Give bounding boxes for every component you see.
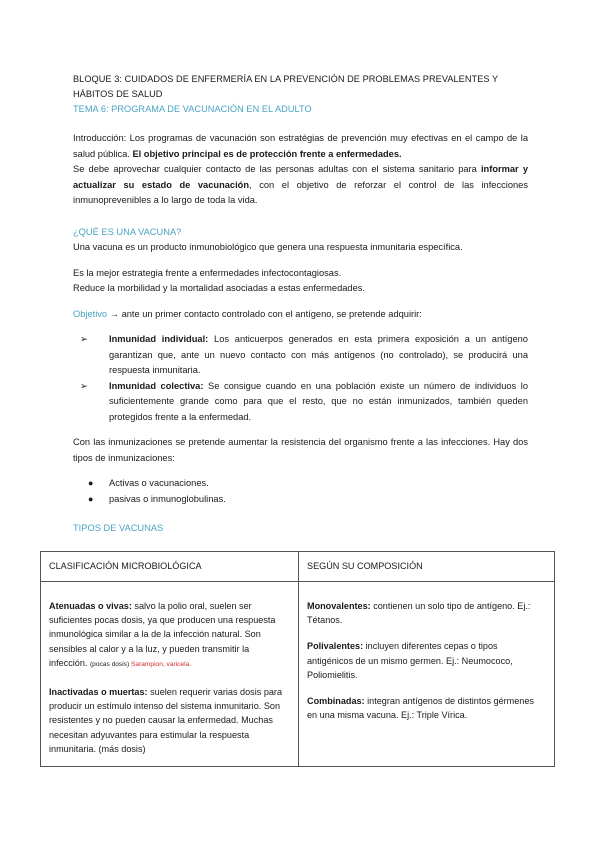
- intro-bold: El objetivo principal es de protección frente a enfermedades.: [132, 148, 402, 159]
- list-item: [73, 492, 528, 508]
- combinadas-bold: Combinadas:: [307, 696, 365, 707]
- document-page: [73, 72, 528, 537]
- monovalentes-text: contienen un solo tipo de antígeno. Ej.: Tétanos.: [307, 601, 531, 626]
- item-text: Se consigue cuando en una población existe un número de individuos lo suficientemente grande como para que el resto, que no están inmunizados, también queden protegidos frente a la enfermedad.: [109, 380, 528, 422]
- table-row: [41, 582, 555, 767]
- atenuadas-bold: Atenuadas o vivas:: [49, 601, 132, 611]
- monovalentes-bold: Monovalentes:: [307, 601, 371, 611]
- tipos-vacunas-table: [40, 551, 555, 767]
- intro-text: Introducción: Los programas de vacunación son estratégias de prevención muy efectivas en el campo de la salud pública.: [73, 133, 528, 159]
- col-header-composicion: SEGÚN SU COMPOSICIÓN: [299, 552, 555, 582]
- inactivadas-bold: Inactivadas o muertas:: [49, 687, 148, 698]
- contact-text-start: Se debe aprovechar cualquier contacto de las personas adultas con el sistema sanitario para: [73, 164, 481, 174]
- polivalentes-bold: Polivalentes:: [307, 641, 364, 652]
- estrategia-line: Es la mejor estrategia frente a enfermedades infectocontagiosas.: [73, 267, 342, 278]
- tema-heading: TEMA 6: PROGRAMA DE VACUNACIÓN EN EL ADULTO: [73, 104, 312, 114]
- item-text: Activas o vacunaciones.: [109, 478, 209, 488]
- combinadas-paragraph: [307, 694, 546, 722]
- arrow-icon: →: [109, 308, 119, 319]
- morbilidad-line: Reduce la morbilidad y la mortalidad asociadas a estas enfermedades.: [73, 283, 365, 293]
- composicion-cell: [299, 582, 555, 767]
- tipos-inmunizacion-list: [73, 476, 528, 507]
- que-es-heading: ¿QUÉ ES UNA VACUNA?: [73, 226, 182, 237]
- atenuadas-red-note: Sarampion, varicela.: [129, 660, 192, 668]
- item-bold: Inmunidad colectiva:: [109, 380, 204, 391]
- bullet-icon: ●: [88, 478, 94, 488]
- bloque-heading: BLOQUE 3: CUIDADOS DE ENFERMERÍA EN LA PREVENCIÓN DE PROBLEMAS PREVALENTES Y HÁBITOS DE SALUD: [73, 74, 499, 99]
- bullet-icon: ●: [88, 493, 94, 504]
- polivalentes-text: incluyen diferentes cepas o tipos antigénicos de un mismo germen. Ej.: Neumococo, Poliomielitis.: [307, 641, 513, 680]
- inactivadas-paragraph: [49, 685, 290, 756]
- inactivadas-text: suelen requerir varias dosis para producir un estímulo intenso del sistema inmunitario. Son resistentes y no pueden causar la enfermedad. Muchas necesitan adyuvantes para estimular la respuesta inmunitaria. (más dosis): [49, 687, 283, 754]
- contact-text-end: , con el objetivo de reforzar el control de las infecciones inmunoprevenibles a lo largo de toda la vida.: [73, 179, 528, 205]
- inmunidad-list: [73, 332, 528, 425]
- objetivo-text: ante un primer contacto controlado con el antígeno, se pretende adquirir:: [119, 308, 422, 319]
- microbiologica-cell: [41, 582, 299, 767]
- combinadas-text: integran antígenos de distintos gérmenes en una misma vacuna. Ej.: Triple Vírica.: [307, 696, 534, 721]
- monovalentes-paragraph: [307, 599, 546, 627]
- contact-bold: informar y actualizar su estado de vacunación: [73, 164, 528, 190]
- item-text: pasivas o inmunoglobulinas.: [109, 493, 226, 504]
- list-item: [73, 379, 528, 426]
- objetivo-label: Objetivo: [73, 308, 108, 319]
- atenuadas-note: (pocas dosis): [89, 660, 130, 668]
- item-bold: Inmunidad individual:: [109, 334, 209, 344]
- item-text: Los anticuerpos generados en esta primera exposición a un antígeno garantizan que, ante un nuevo contacto con más antígenos (no controlado), se producirá una respuesta inmunitaria.: [109, 334, 528, 375]
- inmunizaciones-paragraph: Con las inmunizaciones se pretende aumentar la resistencia del organismo frente a las infecciones. Hay dos tipos de inmunizaciones:: [73, 437, 528, 463]
- objetivo-line: [73, 307, 528, 323]
- arrow-bullet-icon: ➢: [80, 334, 88, 344]
- arrow-bullet-icon: ➢: [80, 380, 88, 391]
- col-header-microbiologica: CLASIFICACIÓN MICROBIOLÓGICA: [41, 552, 299, 582]
- list-item: [73, 476, 528, 492]
- intro-paragraph: [73, 131, 528, 162]
- atenuadas-paragraph: [49, 599, 290, 672]
- atenuadas-text: salvo la polio oral, suelen ser suficientes pocas dosis, ya que producen una respuesta inmunológica similar a la de la infección natural. Son sensibles al calor y a la luz, y pueden transmitir la infección.: [49, 601, 276, 668]
- list-item: [73, 332, 528, 379]
- contact-paragraph: [73, 162, 528, 209]
- polivalentes-paragraph: [307, 639, 546, 682]
- vacuna-definition: Una vacuna es un producto inmunobiológico que genera una respuesta inmunitaria específica.: [73, 242, 463, 252]
- tipos-heading: TIPOS DE VACUNAS: [73, 523, 164, 533]
- table-header-row: [41, 552, 555, 582]
